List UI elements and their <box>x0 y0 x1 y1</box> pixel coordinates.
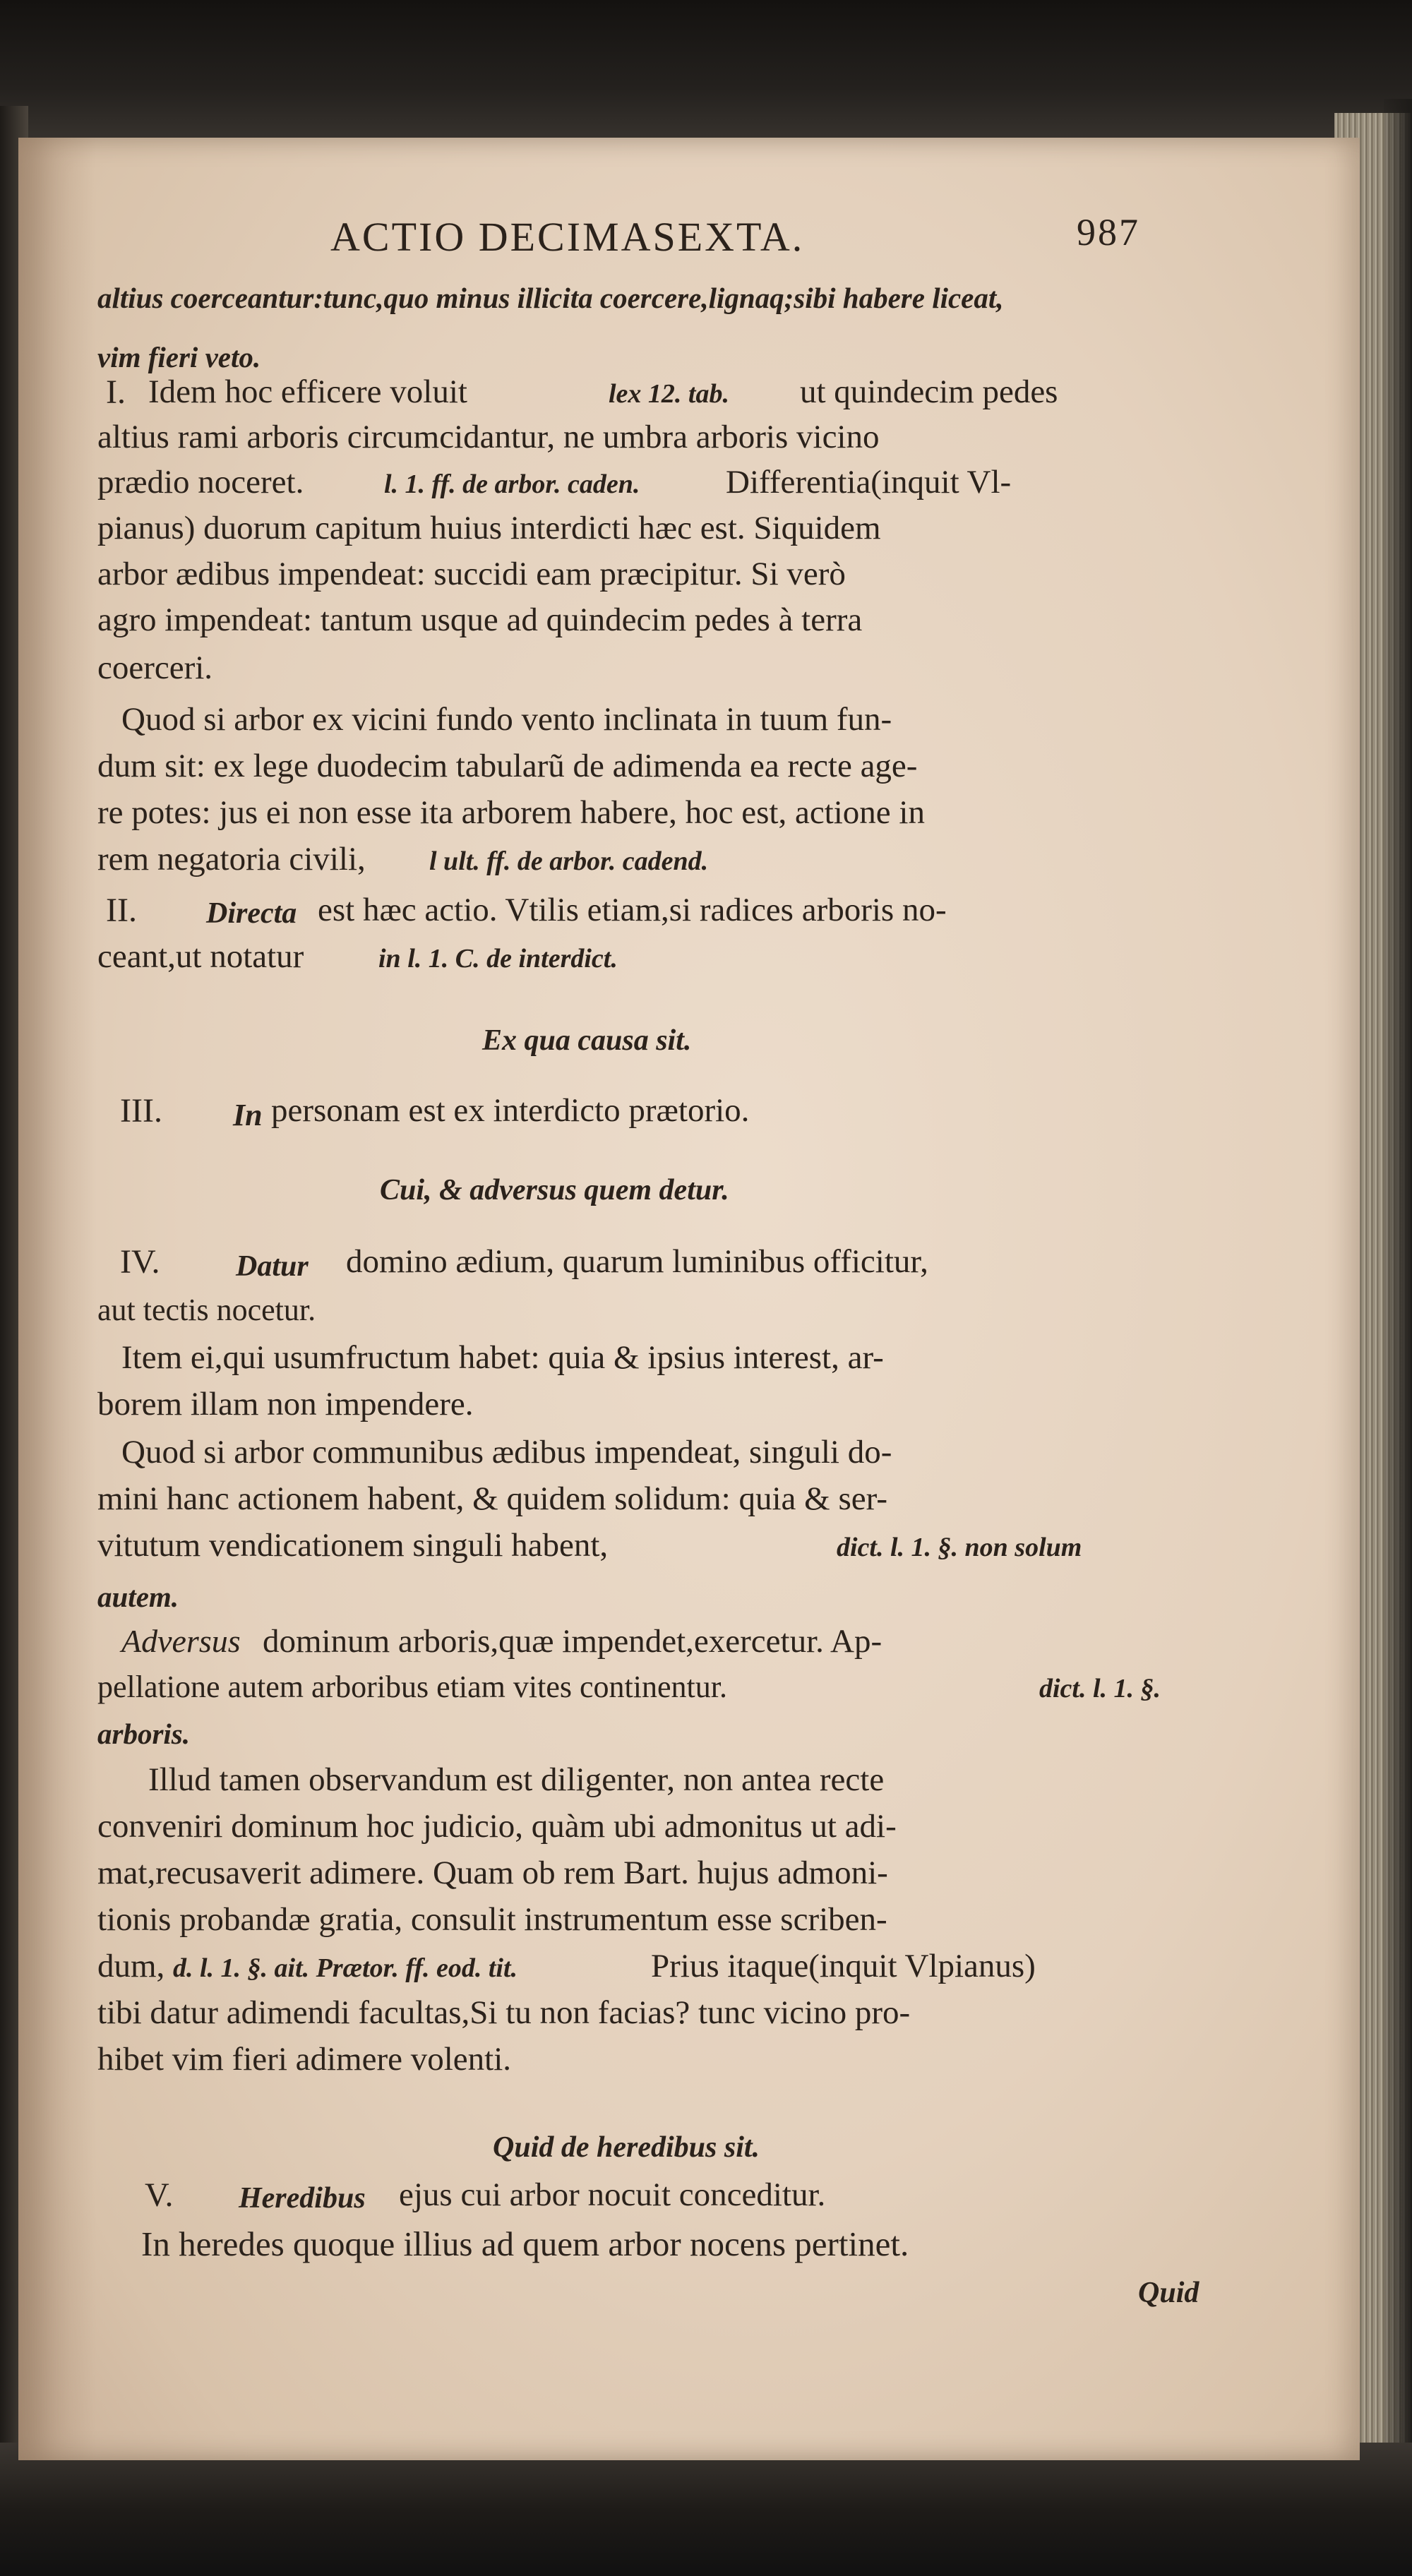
citation-ait-praetor: d. l. 1. §. ait. Prætor. ff. eod. tit. <box>173 1953 518 1983</box>
text-line-24: autem. <box>97 1581 179 1613</box>
text-line-1: altius coerceantur:tunc,quo minus illicita coercere,lignaq;sibi habere liceat, <box>97 282 1004 314</box>
text-line-17c: domino ædium, quarum luminibus officitur, <box>346 1243 928 1280</box>
citation-dict-l-1: dict. l. 1. §. <box>1039 1674 1161 1703</box>
text-line-21: Quod si arbor communibus ædibus impendeat, singuli do- <box>121 1434 892 1470</box>
text-line-6: pianus) duorum capitum huius interdicti hæc est. Siquidem <box>97 510 881 546</box>
running-header-title: ACTIO DECIMASEXTA. <box>330 214 805 260</box>
text-line-36: In heredes quoque illius ad quem arbor nocens pertinet. <box>141 2224 909 2263</box>
text-line-30: mat,recusaverit adimere. Quam ob rem Bart. hujus admoni- <box>97 1855 888 1891</box>
text-line-15a: ceant,ut notatur <box>97 938 304 975</box>
text-line-9: coerceri. <box>97 649 213 686</box>
text-line-32a: dum, <box>97 1948 165 1984</box>
text-heredibus: Heredibus <box>239 2182 366 2215</box>
book-cover-top <box>0 0 1412 148</box>
text-line-5a: prædio noceret. <box>97 464 304 501</box>
text-line-19: Item ei,qui usumfructum habet: quia & ipsius interest, ar- <box>121 1339 884 1376</box>
text-line-28: Illud tamen observandum est diligenter, non antea recte <box>148 1761 885 1798</box>
text-datur: Datur <box>236 1250 309 1283</box>
text-line-4: altius rami arboris circumcidantur, ne umbra arboris vicino <box>97 419 880 455</box>
text-line-14c: est hæc actio. Vtilis etiam,si radices arboris no- <box>318 892 947 928</box>
citation-lex-12-tab: lex 12. tab. <box>609 379 729 409</box>
citation-de-arbor-caden: l. 1. ff. de arbor. caden. <box>384 469 640 499</box>
text-line-25b: dominum arboris,quæ impendet,exercetur. Ap- <box>263 1623 882 1660</box>
text-line-10: Quod si arbor ex vicini fundo vento inclinata in tuum fun- <box>121 701 892 738</box>
section-heading-ex-qua-causa: Ex qua causa sit. <box>482 1024 692 1057</box>
section-heading-cui-adversus: Cui, & adversus quem detur. <box>380 1174 729 1206</box>
text-line-20: borem illam non impendere. <box>97 1386 474 1422</box>
text-line-8: agro impendeat: tantum usque ad quindecim pedes à terra <box>97 601 863 638</box>
text-line-23a: vitutum vendicationem singuli habent, <box>97 1527 609 1564</box>
text-line-26a: pellatione autem arboribus etiam vites continentur. <box>97 1670 727 1704</box>
text-line-3d: ut quindecim pedes <box>800 373 1058 410</box>
text-line-31: tionis probandæ gratia, consulit instrumentum esse scriben- <box>97 1901 887 1938</box>
section-numeral-4: IV. <box>120 1243 160 1281</box>
text-line-29: conveniri dominum hoc judicio, quàm ubi admonitus ut adi- <box>97 1808 897 1845</box>
citation-de-interdict: in l. 1. C. de interdict. <box>378 944 618 974</box>
text-line-34: hibet vim fieri adimere volenti. <box>97 2041 512 2078</box>
text-line-27: arboris. <box>97 1718 191 1750</box>
text-line-3a: Idem hoc efficere voluit <box>148 373 467 410</box>
text-line-33: tibi datur adimendi facultas,Si tu non facias? tunc vicino pro- <box>97 1994 911 2031</box>
section-numeral-3: III. <box>120 1092 162 1130</box>
book-cover-bottom <box>0 2443 1412 2576</box>
text-line-32c: Prius itaque(inquit Vlpianus) <box>651 1948 1036 1984</box>
section-heading-quid-de-heredibus: Quid de heredibus sit. <box>493 2131 760 2164</box>
text-line-5c: Differentia(inquit Vl- <box>726 464 1012 501</box>
text-line-22: mini hanc actionem habent, & quidem solidum: quia & ser- <box>97 1480 887 1517</box>
section-numeral-5: V. <box>145 2176 174 2214</box>
text-line-11: dum sit: ex lege duodecim tabularũ de adimenda ea recte age- <box>97 748 918 784</box>
citation-de-arbor-cadend: l ult. ff. de arbor. cadend. <box>429 846 709 876</box>
fore-edge-shadow <box>1384 99 1412 2471</box>
text-directa: Directa <box>206 897 297 930</box>
section-numeral-1: I. <box>106 373 126 411</box>
text-in: In <box>233 1098 263 1132</box>
text-line-2: vim fieri veto. <box>97 341 261 373</box>
citation-non-solum: dict. l. 1. §. non solum <box>837 1533 1082 1562</box>
text-adversus: Adversus <box>121 1623 241 1659</box>
text-line-12: re potes: jus ei non esse ita arborem habere, hoc est, actione in <box>97 794 925 831</box>
text-line-18: aut tectis nocetur. <box>97 1293 316 1327</box>
text-line-13a: rem negatoria civili, <box>97 841 366 877</box>
section-numeral-2: II. <box>106 892 137 929</box>
text-line-7: arbor ædibus impendeat: succidi eam præcipitur. Si verò <box>97 556 846 592</box>
page-number: 987 <box>1077 211 1140 253</box>
text-line-16c: personam est ex interdicto prætorio. <box>271 1092 750 1129</box>
text-line-35c: ejus cui arbor nocuit conceditur. <box>399 2176 826 2213</box>
page-gutter-shadow <box>18 138 96 2460</box>
catchword: Quid <box>1138 2277 1199 2309</box>
